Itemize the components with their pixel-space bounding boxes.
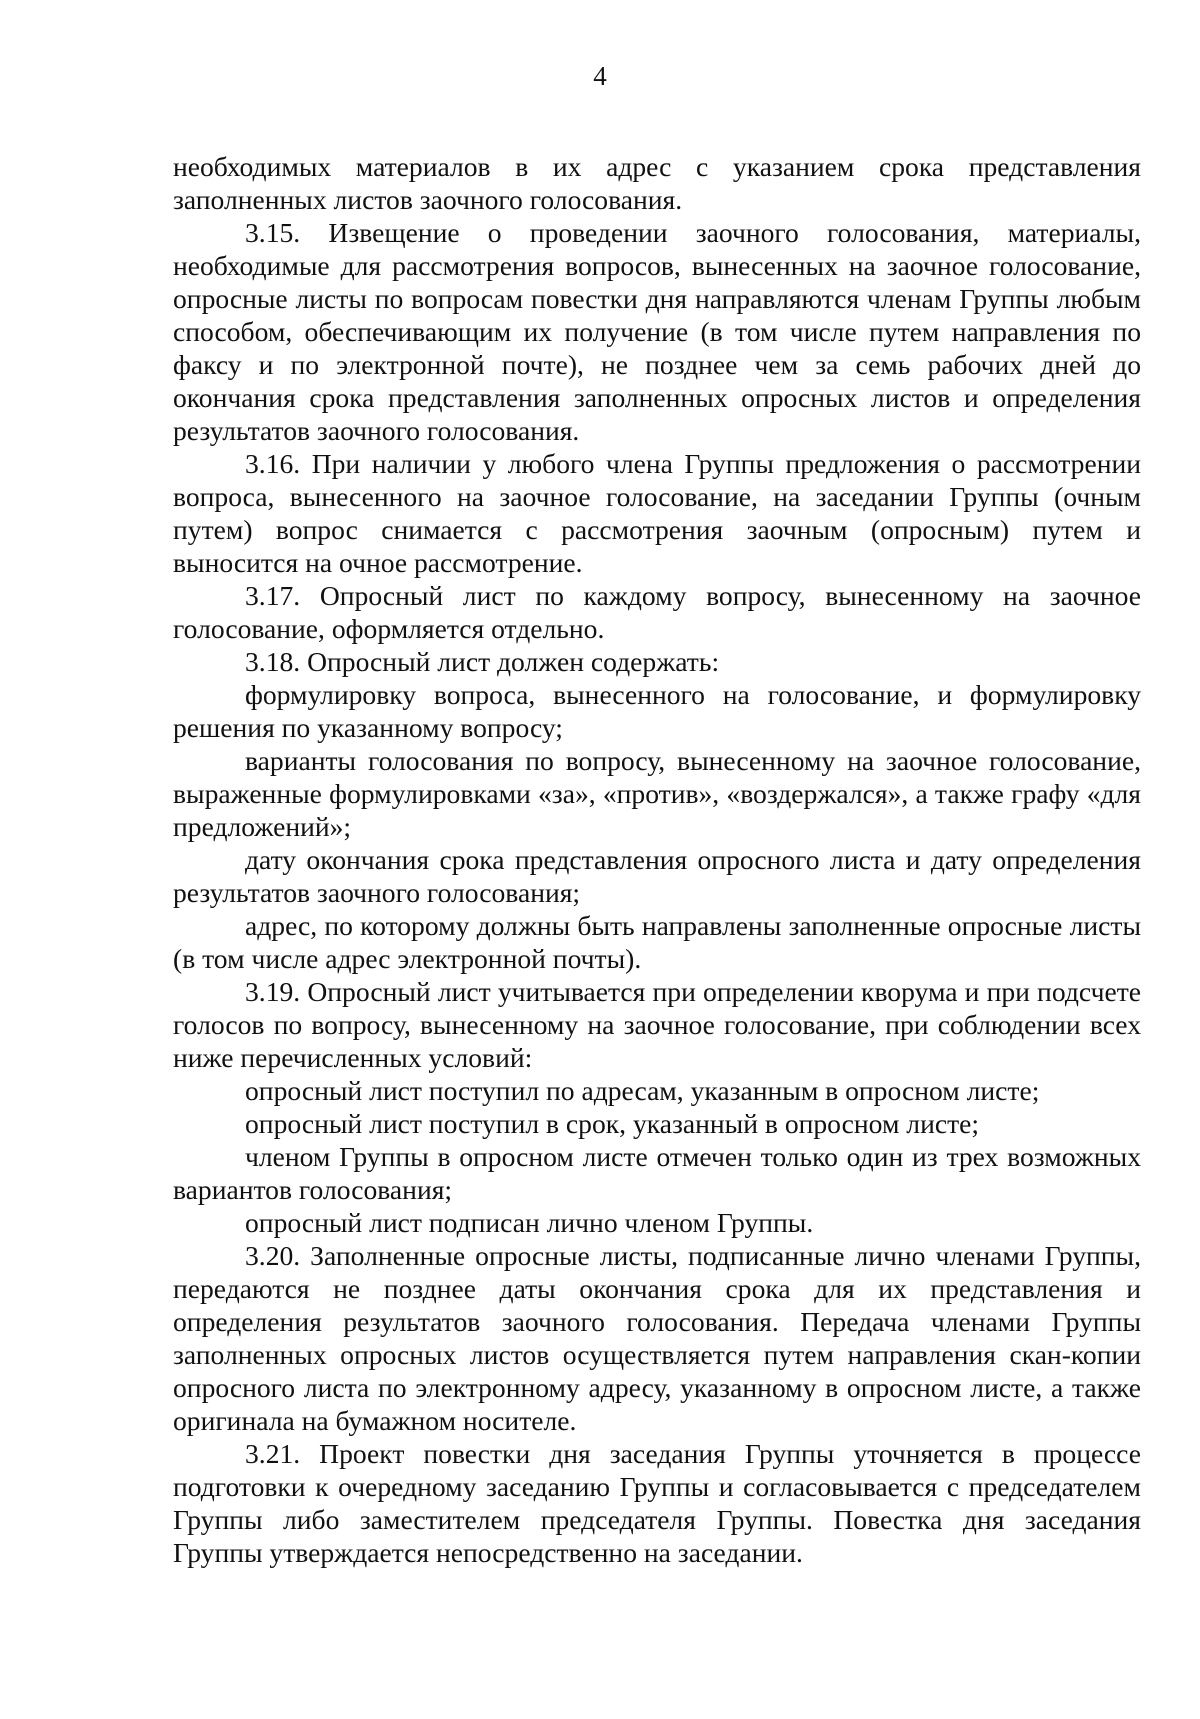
list-item-condition-deadline: опросный лист поступил в срок, указанный в опросном листе; (245, 1108, 980, 1139)
paragraph-continuation: необходимых материалов в их адрес с указанием срока представления заполненных листов заочного голосования. (173, 151, 1141, 215)
paragraph-3-19: 3.19. Опросный лист учитывается при определении кворума и при подсчете голосов по вопросу, вынесенному на заочное голосование, при соблюдении всех ниже перечисленных условий: (173, 976, 1141, 1073)
paragraph-3-21: 3.21. Проект повестки дня заседания Группы уточняется в процессе подготовки к очередному заседанию Группы и согласовывается с председателем Группы либо заместителем председателя Группы. Повестка дня заседания Группы утверждается непосредственно на заседании. (173, 1438, 1141, 1568)
list-item-condition-signed: опросный лист подписан лично членом Группы. (245, 1207, 814, 1238)
page-number: 4 (593, 61, 607, 91)
paragraph-3-17: 3.17. Опросный лист по каждому вопросу, вынесенному на заочное голосование, оформляется отдельно. (173, 580, 1141, 644)
paragraph-3-18: 3.18. Опросный лист должен содержать: (245, 646, 720, 677)
paragraph-3-20: 3.20. Заполненные опросные листы, подписанные лично членами Группы, передаются не позднее даты окончания срока для их представления и определения результатов заочного голосования. Передача членами Группы заполненных опросных листов осуществляется путем направления скан-копии опросного листа по электронному адресу, указанному в опросном листе, а также оригинала на бумажном носителе. (173, 1240, 1141, 1436)
paragraph-3-15: 3.15. Извещение о проведении заочного голосования, материалы, необходимые для рассмотрения вопросов, вынесенных на заочное голосование, опросные листы по вопросам повестки дня направляются членам Группы любым способом, обеспечивающим их получение (в том числе путем направления по факсу и по электронной почте), не позднее чем за семь рабочих дней до окончания срока представления заполненных опросных листов и определения результатов заочного голосования. (173, 217, 1141, 446)
list-item-question-wording: формулировку вопроса, вынесенного на голосование, и формулировку решения по указанному вопросу; (173, 679, 1141, 743)
list-item-condition-single-option: членом Группы в опросном листе отмечен только один из трех возможных вариантов голосования; (173, 1141, 1141, 1205)
paragraph-3-16: 3.16. При наличии у любого члена Группы предложения о рассмотрении вопроса, вынесенного на заочное голосование, на заседании Группы (очным путем) вопрос снимается с рассмотрения заочным (опросным) путем и выносится на очное рассмотрение. (173, 448, 1141, 578)
list-item-deadline-date: дату окончания срока представления опросного листа и дату определения результатов заочного голосования; (173, 844, 1141, 908)
list-item-address: адрес, по которому должны быть направлены заполненные опросные листы (в том числе адрес электронной почты). (173, 910, 1141, 974)
list-item-voting-options: варианты голосования по вопросу, вынесенному на заочное голосование, выраженные формулировками «за», «против», «воздержался», а также графу «для предложений»; (173, 745, 1141, 842)
list-item-condition-address: опросный лист поступил по адресам, указанным в опросном листе; (245, 1075, 1040, 1106)
body-text (173, 150, 1141, 1569)
